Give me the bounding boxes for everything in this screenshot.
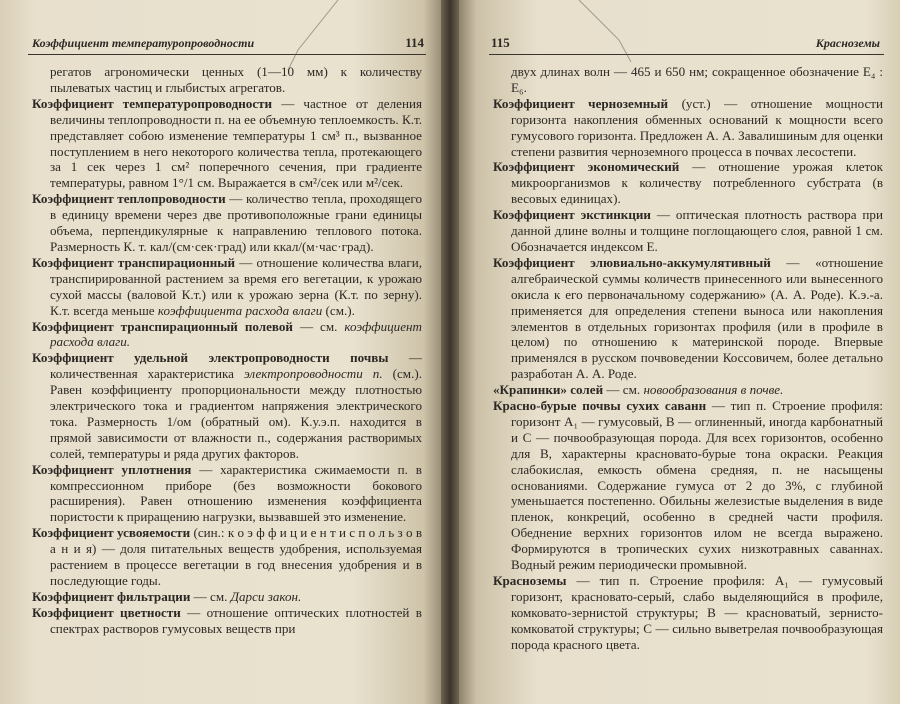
entry-definition: — отношение урожая клеток микроорганизмов к количеству потребленного субстрата (в весовых единицах). [511, 159, 884, 207]
entry-definition: — оптическая плотность раствора при данной длине волны и толщине поглощающего слоя, равной 1 см. Обозначается индексом E. [511, 207, 883, 254]
entry-term: Коэффициент теплопроводности [32, 191, 226, 207]
entry-definition: — см. [190, 588, 231, 604]
entry-definition: — характеристика сжимаемости п. в компрессионном приборе (без возможности бокового расширения). Равен отношению изменения коэффициента пористости к приращению нагрузки, вызвавшей это изменение. [50, 461, 422, 525]
entry-definition: — тип п. Строение профиля: A₁ — гумусовый горизонт, красновато-серый, слабо выделяющийся в профиле, комковато-зернистой структуры; B — красноватый, зернисто-комковатой структуры; C — сильно выветрелая почвообразующая порода красного цвета. [511, 573, 883, 652]
entry-term: Коэффициент температуропроводности [32, 95, 273, 111]
dictionary-entry [32, 191, 422, 255]
left-page [0, 0, 441, 704]
continuation-text: двух длинах волн — 465 и 650 нм; сокращенное обозначение E₄ : E₆. [511, 64, 883, 95]
cross-reference: Дарси закон. [230, 588, 302, 604]
cross-reference: электропроводности п. [243, 366, 383, 382]
entry-term: Коэффициент транспирационный полевой [32, 318, 293, 334]
cross-reference: коэффициент расхода влаги. [50, 318, 422, 350]
right-page-body [493, 64, 883, 653]
dictionary-entry [493, 573, 883, 653]
entry-term: Коэффициент усвояемости [32, 525, 191, 541]
entry-definition: — «отношение алгебраической суммы количеств принесенного или вынесенного окисла к его первоначальному содержанию» (А. А. Роде). К.э.-а. применяется для определения степени выноса или накопления элементов в отдельных горизонтах профиля (или в профиле в целом) по отношению к материнской породе. Впервые применялся в русском почвоведении Коссовичем, более детально разработан А. А. Роде. [511, 254, 884, 382]
dictionary-entry [32, 255, 422, 319]
entry-definition-tail: (см.). [322, 302, 355, 318]
left-header-title: Коэффициент температуропроводности [32, 36, 255, 50]
entry-term: Коэффициент черноземный [493, 95, 669, 111]
dictionary-entry [493, 159, 883, 207]
dictionary-entry [32, 525, 422, 589]
entry-term: Коэффициент элювиально-аккумулятивный [493, 254, 771, 270]
entry-term: Коэффициент удельной электропроводности почвы [32, 350, 389, 366]
entry-definition: — отношение оптических плотностей в спектрах растворов гумусовых веществ при [50, 604, 422, 636]
dictionary-entry [493, 96, 883, 160]
dictionary-entry [32, 350, 422, 461]
cross-reference: коэффициента расхода влаги [157, 302, 323, 318]
dictionary-entry [493, 255, 883, 382]
entry-term: Красно-бурые почвы сухих саванн [493, 398, 707, 414]
entry-definition: — частное от деления величины теплопроводности п. на ее объемную теплоемкость. К.т. представляет собою изменение температуры 1 см³ п., вызванное поступлением в него некоторого количества тепла, протекающего за 1 сек через 1 см² поперечного сечения, при градиенте температуры, равном 1°/1 см. Выражается в см²/сек или м²/сек. [50, 95, 422, 191]
entry-term: Коэффициент цветности [32, 604, 181, 620]
continuation-text: регатов агрономически ценных (1—10 мм) к количеству пылеватых частиц и глыбистых агрегатов. [50, 64, 422, 95]
left-page-number: 114 [405, 35, 424, 50]
dictionary-entry [493, 382, 883, 398]
left-page-body [32, 64, 422, 637]
right-page [459, 0, 900, 704]
entry-definition: — количество тепла, проходящего в единицу времени через две противоположные грани единицы объема, перпендикулярные к направлению теплового потока. Размерность К. т. кал/(см·сек·град) или ккал/(м·час·град). [50, 191, 422, 254]
entry-term: Коэффициент экономический [493, 159, 680, 175]
entry-definition: — количественная характеристика [50, 350, 422, 382]
dictionary-entry [32, 319, 422, 351]
right-running-header [489, 34, 884, 55]
entry-definition: — тип п. Строение профиля: горизонт A₁ — гумусовый, B — оглиненный, иногда карбонатный и C — почвообразующая порода. Для всех горизонтов, особенно для B, характерны красновато-бурые тона окраски. Реакция слабокислая, емкость обмена средняя, п. не насыщены основаниями. Содержание гумуса от 2 до 3%, с глубиной уменьшается постепенно. Обильны железистые выделения в виде пленок, конкреций, особенно в средней части профиля. Обеднение верхних горизонтов илом не всегда выражено. Формируются в тропических сухих низкотравных саваннах. Водный режим периодически промывной. [511, 398, 883, 573]
entry-term: Коэффициент транспирационный [32, 254, 236, 270]
book-gutter [441, 0, 459, 704]
dictionary-entry [32, 605, 422, 637]
entry-term: Коэффициент экстинкции [493, 207, 651, 223]
dictionary-entry [493, 207, 883, 255]
dictionary-entry [493, 398, 883, 573]
entry-definition: — отношение количества влаги, транспирированной растением за время его вегетации, к урожаю сухой массы (валовой К.т.) или к урожаю зерна (К.т. по зерну). К.т. всегда меньше [50, 254, 422, 318]
right-page-number: 115 [491, 35, 510, 50]
entry-definition: — см. [292, 318, 345, 334]
entry-definition-tail: (см.). Равен коэффициенту пропорциональности между плотностью электрического тока и градиентом напряжения электрического тока. Размерность 1/ом (обратный ом). К.у.э.п. находится в прямой зависимости от влажности п., содержания растворимых солей, температуры и ряда других факторов. [50, 366, 422, 461]
entry-term: Коэффициент уплотнения [32, 461, 192, 477]
dictionary-entry [32, 589, 422, 605]
entry-definition: (син.: к о э ф ф и ц и е н т и с п о л ь з о в а н и я) — доля питательных веществ удобрения, используемая растением в процессе вегетации в год внесения удобрения и в последующие годы. [50, 525, 422, 588]
dictionary-entry [32, 462, 422, 526]
right-header-title: Красноземы [815, 36, 880, 50]
entry-definition: — см. [603, 382, 644, 398]
dictionary-entry [32, 96, 422, 191]
entry-term: Красноземы [493, 573, 567, 588]
entry-term: Коэффициент фильтрации [32, 588, 191, 604]
left-running-header [28, 34, 426, 55]
entry-term: «Крапинки» солей [493, 382, 604, 398]
cross-reference: новообразования в почве. [643, 382, 784, 398]
entry-definition: (уст.) — отношение мощности горизонта накопления обменных оснований к мощности всего гумусового горизонта. Предложен А. А. Завалишиным для оценки степени развития черноземного процесса в почвах лесостепи. [511, 95, 883, 159]
